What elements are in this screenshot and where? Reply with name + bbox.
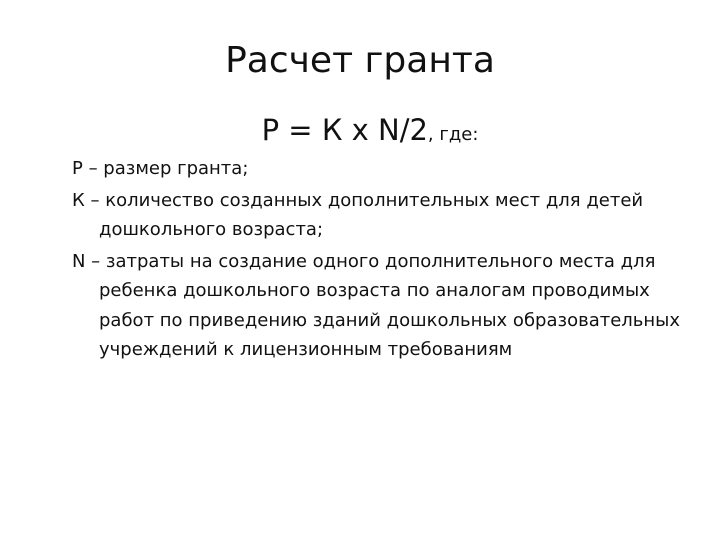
formula-suffix: , где: <box>427 124 479 145</box>
definition-n: N – затраты на создание одного дополнительного места для ребенка дошкольного возраста по аналогам проводимых работ по приведению зданий дошкольных образовательных учреждений к лицензионным требованиям <box>72 250 681 360</box>
slide-title: Расчет гранта <box>225 40 495 81</box>
formula <box>0 110 720 155</box>
definitions-list <box>72 152 692 366</box>
definition-k: К – количество созданных дополнительных мест для детей дошкольного возраста; <box>72 189 644 240</box>
definition-p: Р – размер гранта; <box>72 158 249 179</box>
formula-expression: Р = К х N/2 <box>261 113 428 147</box>
